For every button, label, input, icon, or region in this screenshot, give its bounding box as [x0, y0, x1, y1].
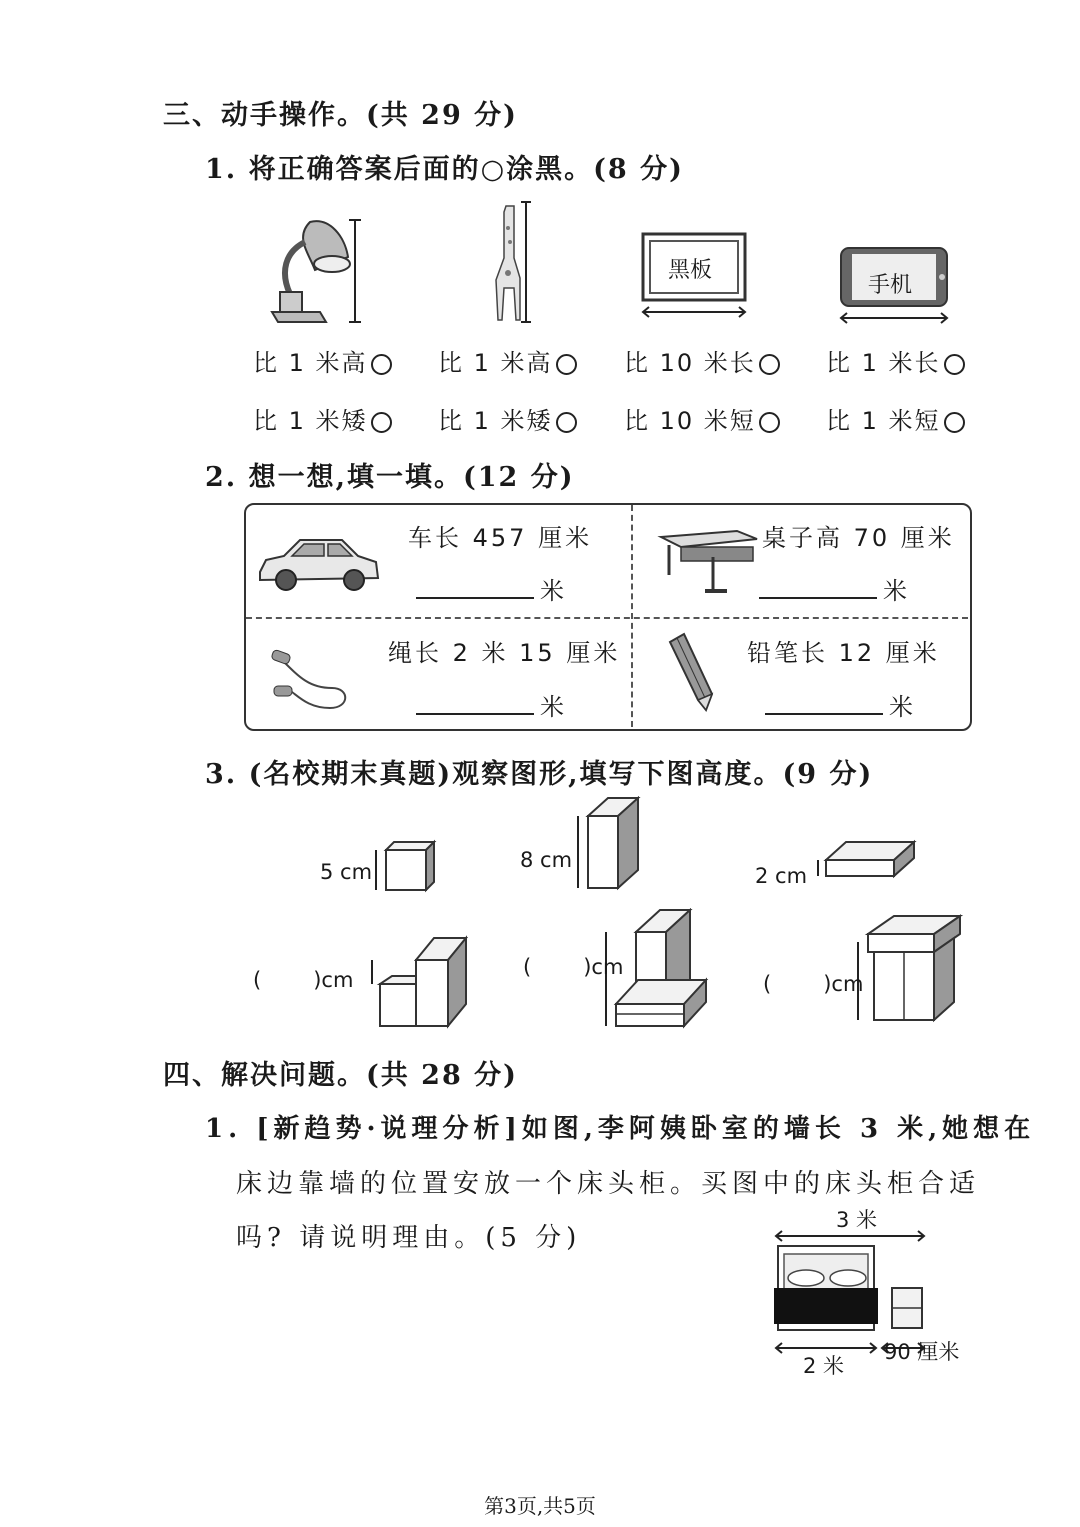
answer-blank-3[interactable]: ( )cm — [763, 972, 864, 996]
option-phone-shorter[interactable]: 比 1 米短 — [826, 401, 965, 436]
answer-circle-icon[interactable] — [556, 354, 577, 375]
option-lamp-shorter[interactable]: 比 1 米矮 — [253, 401, 392, 436]
cabinet-width-label: 90 厘米 — [884, 1340, 960, 1364]
label-5cm: 5 cm — [320, 860, 373, 884]
answer-circle-icon[interactable] — [371, 412, 392, 433]
label-8cm: 8 cm — [520, 848, 573, 872]
cube-5cm — [372, 838, 438, 894]
q1-title: 1. 将正确答案后面的○涂黑。(8 分) — [205, 154, 684, 185]
option-phone-longer[interactable]: 比 1 米长 — [826, 343, 965, 378]
blackboard-label: 黑板 — [668, 258, 713, 283]
q3-title: 3. (名校期末真题)观察图形,填写下图高度。(9 分) — [205, 759, 874, 790]
stacked-shape-3 — [850, 914, 968, 1024]
flat-slab-2cm — [808, 838, 920, 882]
problem-line-3: 吗? 请说明理由。(5 分) — [236, 1223, 582, 1253]
answer-circle-icon[interactable] — [759, 354, 780, 375]
rope-length-text: 绳长 2 米 15 厘米 — [388, 639, 621, 667]
answer-circle-icon[interactable] — [371, 354, 392, 375]
table-divider-horizontal — [246, 617, 968, 619]
stacked-shape-1 — [364, 934, 472, 1030]
phone-label: 手机 — [868, 273, 913, 298]
option-lamp-taller[interactable]: 比 1 米高 — [253, 343, 392, 378]
answer-circle-icon[interactable] — [944, 354, 965, 375]
page-footer: 第3页,共5页 — [484, 1494, 596, 1518]
wall-length-label: 3 米 — [836, 1208, 878, 1232]
answer-circle-icon[interactable] — [556, 412, 577, 433]
problem-line-2: 床边靠墙的位置安放一个床头柜。买图中的床头柜合适 — [236, 1169, 981, 1199]
jump-rope-image — [270, 648, 356, 714]
option-blackboard-longer[interactable]: 比 10 米长 — [624, 343, 780, 378]
section3-title: 三、动手操作。(共 29 分) — [163, 100, 518, 131]
car-length-text: 车长 457 厘米 — [408, 524, 593, 552]
answer-blank-2[interactable]: ( )cm — [523, 955, 624, 979]
option-giraffe-taller[interactable]: 比 1 米高 — [438, 343, 577, 378]
car-answer-field[interactable]: 米 — [416, 571, 567, 606]
lamp-image — [260, 212, 370, 327]
section4-title: 四、解决问题。(共 28 分) — [163, 1060, 518, 1091]
answer-circle-icon[interactable] — [759, 412, 780, 433]
desk-height-text: 桌子高 70 厘米 — [762, 524, 955, 552]
label-2cm: 2 cm — [755, 864, 808, 888]
answer-blank-1[interactable]: ( )cm — [253, 968, 354, 992]
option-blackboard-shorter[interactable]: 比 10 米短 — [624, 401, 780, 436]
car-image — [254, 532, 382, 594]
desk-answer-field[interactable]: 米 — [759, 571, 910, 606]
q2-title: 2. 想一想,填一填。(12 分) — [205, 462, 575, 493]
rope-answer-field[interactable]: 米 — [416, 687, 567, 722]
giraffe-image — [478, 198, 538, 326]
tall-block-8cm — [572, 796, 646, 892]
pencil-image — [666, 632, 720, 714]
desk-image — [657, 527, 761, 599]
answer-circle-icon[interactable] — [944, 412, 965, 433]
option-giraffe-shorter[interactable]: 比 1 米矮 — [438, 401, 577, 436]
table-divider-vertical — [631, 505, 633, 727]
problem-line-1: 1. [新趋势·说理分析]如图,李阿姨卧室的墙长 3 米,她想在 — [205, 1114, 1036, 1144]
pencil-length-text: 铅笔长 12 厘米 — [747, 639, 940, 667]
bed-width-label: 2 米 — [803, 1354, 845, 1378]
pencil-answer-field[interactable]: 米 — [765, 687, 916, 722]
